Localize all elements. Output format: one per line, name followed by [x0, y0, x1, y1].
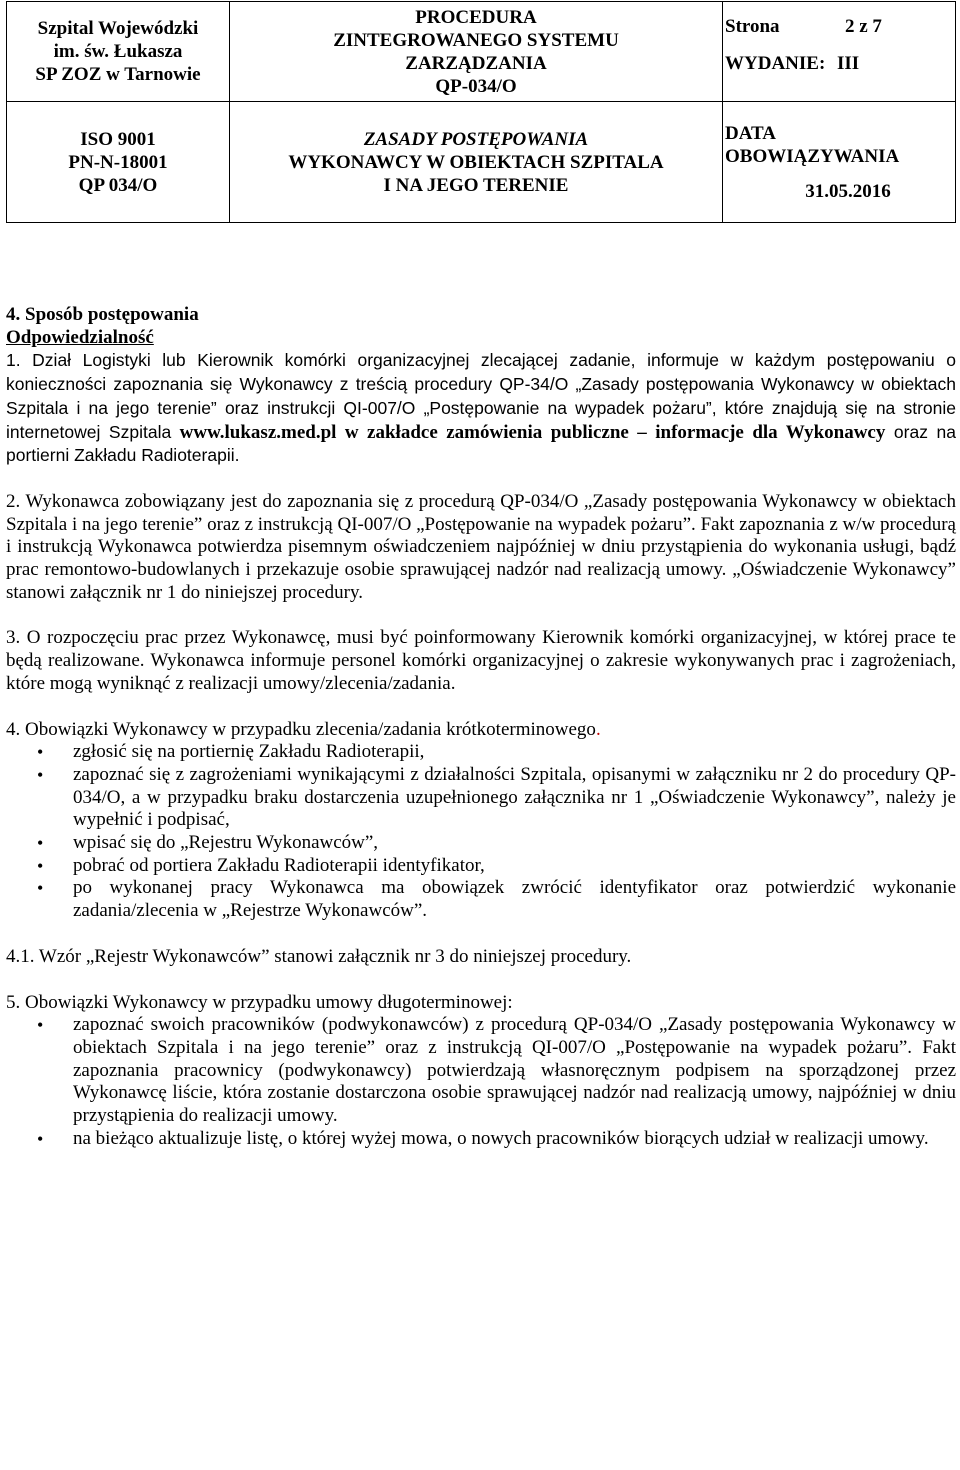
procedure-subject: ZASADY POSTĘPOWANIA WYKONAWCY W OBIEKTACH SZPITALA I NA JEGO TERENIE	[230, 102, 723, 223]
long-term-duties-list	[6, 1014, 956, 1150]
effective-date: DATA OBOWIĄZYWANIA 31.05.2016	[723, 102, 956, 223]
section-subtitle: Odpowiedzialność	[6, 326, 154, 348]
edition-number: III	[837, 52, 860, 74]
paragraph-2: 2. Wykonawca zobowiązany jest do zapoznania się z procedurą QP-034/O „Zasady postępowania Wykonawcy w obiektach Szpitala i na jego terenie” oraz z instrukcją QI-007/O „Postępowanie na wypadek pożaru”. Fakt zapoznania z w/w procedurą i instrukcją Wykonawca potwierdza pisemnym oświadczeniem najpóźniej w dniu przystąpienia do wykonania usługi, bądź prac remontowo-budowlanych i przekazuje osobie sprawującej nadzór nad realizacją umowy. „Oświadczenie Wykonawcy” stanowi załącznik nr 1 do niniejszej procedury.	[6, 490, 956, 603]
list-item: • zapoznać się z zagrożeniami wynikającymi z działalności Szpitala, opisanymi w załączniku nr 2 do procedury QP-034/O, a w przypadku braku dostarczenia uzupełnionego załącznika nr 1 „Oświadczenie Wykonawcy”, należy je wypełnić i podpisać,	[37, 763, 956, 831]
list-item: • zgłosić się na portiernię Zakładu Radioterapii,	[37, 741, 425, 763]
hospital-name: Szpital Wojewódzki im. św. Łukasza SP ZOZ w Tarnowie	[7, 2, 230, 102]
paragraph-5-title: 5. Obowiązki Wykonawcy w przypadku umowy długoterminowej:	[6, 991, 513, 1013]
edition-label: WYDANIE:	[725, 52, 826, 74]
website-reference: www.lukasz.med.pl w zakładce zamówienia publiczne – informacje dla Wykonawcy	[179, 421, 886, 443]
paragraph-1: 1. Dział Logistyki lub Kierownik komórki organizacyjnej zlecającej zadanie, informuje w każdym postępowaniu o konieczności zapoznania się Wykonawcy z treścią procedury QP-34/O „Zasady postępowania Wykonawcy w obiektach Szpitala i na jego terenie” oraz instrukcji QI-007/O „Postępowanie na wypadek pożaru”, które znajdują się na stronie internetowej Szpitala www.lukasz.med.pl w zakładce zamówienia publiczne – informacje dla Wykonawcy oraz na portierni Zakładu Radioterapii.	[6, 350, 956, 466]
page-info	[723, 2, 956, 102]
paragraph-4-1: 4.1. Wzór „Rejestr Wykonawców” stanowi załącznik nr 3 do niniejszej procedury.	[6, 945, 632, 967]
document-header	[6, 1, 956, 223]
page-number: 2 z 7	[845, 15, 882, 37]
list-item: • zapoznać swoich pracowników (podwykonawców) z procedurą QP-034/O „Zasady postępowania Wykonawcy w obiektach Szpitala i na jego terenie” oraz z instrukcją QI-007/O „Postępowanie na wypadek pożaru”. Fakt zapoznania pracownicy (podwykonawcy) potwierdzają własnoręcznym podpisem na sporządzonej przez Wykonawcę liście, która zostanie dostarczona osobie sprawującej nadzór nad realizacją umowy, najpóźniej w dniu przystąpienia do realizacji umowy.	[37, 1014, 956, 1127]
standards: ISO 9001 PN-N-18001 QP 034/O	[7, 102, 230, 223]
section-title: 4. Sposób postępowania	[6, 304, 199, 325]
list-item: • po wykonanej pracy Wykonawca ma obowiązek zwrócić identyfikator oraz potwierdzić wykonanie zadania/zlecenia w „Rejestrze Wykonawców”.	[37, 877, 956, 922]
paragraph-3: 3. O rozpoczęciu prac przez Wykonawcę, musi być poinformowany Kierownik komórki organizacyjnej, w której prace te będą realizowane. Wykonawca informuje personel komórki organizacyjnej o zakresie wykonywanych prac i zagrożeniach, które mogą wyniknąć z realizacji umowy/zlecenia/zadania.	[6, 627, 956, 694]
short-term-duties-list	[6, 741, 956, 923]
paragraph-4-title: 4. Obowiązki Wykonawcy w przypadku zlecenia/zadania krótkoterminowego.	[6, 718, 601, 740]
procedure-title: PROCEDURA ZINTEGROWANEGO SYSTEMU ZARZĄDZANIA QP-034/O	[230, 2, 723, 102]
list-item: • pobrać od portiera Zakładu Radioterapii identyfikator,	[37, 854, 485, 876]
date-value: 31.05.2016	[805, 180, 891, 202]
page-label: Strona	[725, 15, 780, 37]
list-item: • na bieżąco aktualizuje listę, o której wyżej mowa, o nowych pracowników biorących udział w realizacji umowy.	[37, 1127, 929, 1149]
document-body	[6, 304, 956, 1151]
list-item: • wpisać się do „Rejestru Wykonawców”,	[37, 832, 379, 854]
